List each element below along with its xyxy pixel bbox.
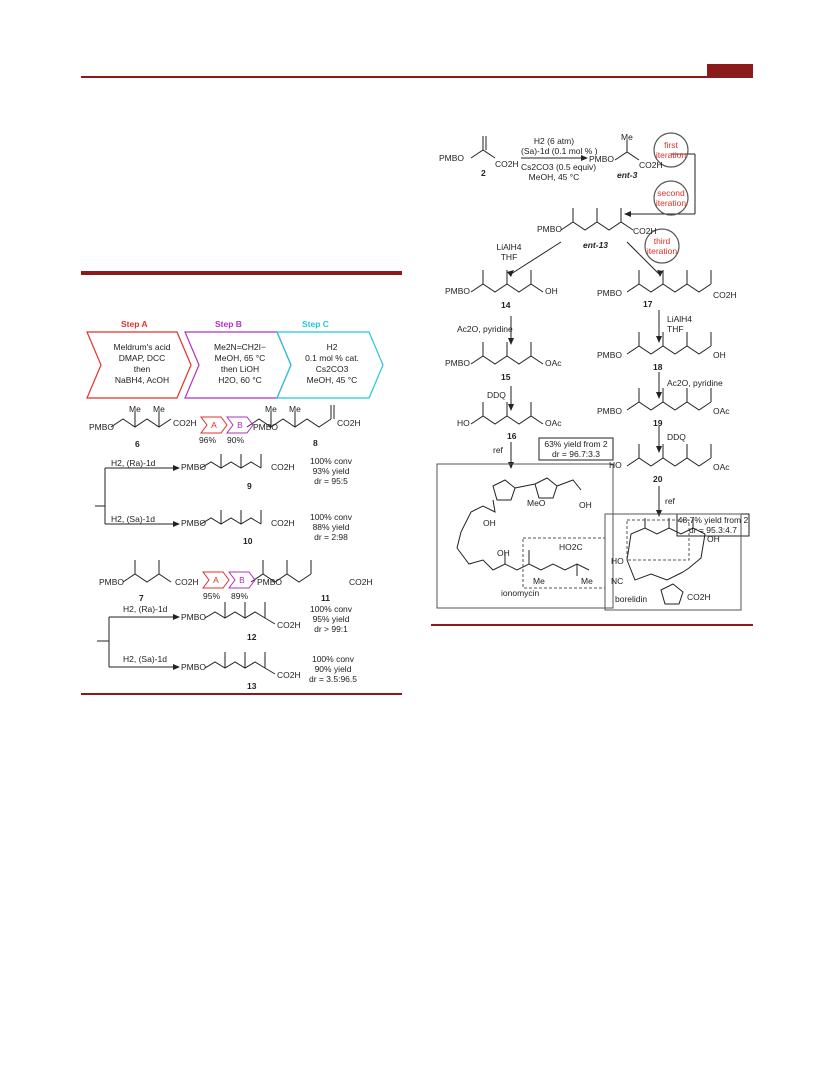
- chevron-b-label: B: [239, 575, 245, 585]
- atom-ho2c: HO2C: [559, 542, 583, 552]
- atom-me: Me: [153, 404, 165, 414]
- atom-oac: OAc: [545, 358, 562, 368]
- compound-11: 11: [321, 593, 330, 603]
- compound-8: 8: [313, 438, 318, 448]
- atom-oh: OH: [707, 534, 720, 544]
- result-9: 100% conv 93% yield dr = 95:5: [309, 456, 353, 486]
- atom-me: Me: [265, 404, 277, 414]
- hydrogenation-reagent: H2, (Ra)-1d: [123, 604, 168, 614]
- atom-pmbo: PMBO: [445, 358, 471, 368]
- right-scheme-graphics: [431, 124, 753, 622]
- compound-16: 16: [507, 431, 517, 441]
- atom-pmbo: PMBO: [597, 288, 623, 298]
- step-b-title: Step B: [215, 319, 242, 329]
- atom-pmbo: PMBO: [99, 577, 125, 587]
- atom-pmbo: PMBO: [439, 153, 465, 163]
- atom-co2h: CO2H: [271, 518, 295, 528]
- atom-oh: OH: [497, 548, 510, 558]
- atom-oh: OH: [713, 350, 726, 360]
- left-yield-box: 63% yield from 2 dr = 96.7:3.3: [544, 439, 608, 459]
- chevron-a-label: A: [213, 575, 219, 585]
- natural-product-ionomycin: ionomycin: [501, 588, 540, 598]
- top-conditions-above: H2 (6 atm) (Sa)-1d (0.1 mol % ): [521, 136, 598, 156]
- compound-10: 10: [243, 536, 253, 546]
- atom-pmbo: PMBO: [257, 577, 283, 587]
- atom-ho: HO: [457, 418, 470, 428]
- atom-me: Me: [533, 576, 545, 586]
- result-13: 100% conv 90% yield dr = 3.5:96.5: [309, 654, 357, 684]
- iteration-second: second iteration: [655, 188, 687, 208]
- top-conditions-below: Cs2CO3 (0.5 equiv) MeOH, 45 °C: [521, 162, 597, 182]
- atom-oh: OH: [579, 500, 592, 510]
- hydrogenation-reagent: H2, (Sa)-1d: [111, 514, 155, 524]
- iteration-third: third iteration: [646, 236, 678, 256]
- atom-oh: OH: [545, 286, 558, 296]
- left-scheme-bottom-rule: [81, 693, 402, 695]
- step-c-conditions: H2 0.1 mol % cat. Cs2CO3 MeOH, 45 °C: [305, 342, 359, 385]
- atom-co2h: CO2H: [337, 418, 361, 428]
- atom-co2h: CO2H: [277, 620, 301, 630]
- left-scheme: [81, 280, 402, 690]
- compound-18: 18: [653, 362, 663, 372]
- right-step2: Ac2O, pyridine: [667, 378, 723, 388]
- atom-co2h: CO2H: [277, 670, 301, 680]
- compound-2: 2: [481, 168, 486, 178]
- compound-ent-3: ent-3: [617, 170, 638, 180]
- chevron-b-label: B: [237, 420, 243, 430]
- result-12: 100% conv 95% yield dr > 99:1: [309, 604, 353, 634]
- left-step1: LiAlH4 THF: [496, 242, 522, 262]
- atom-me: Me: [621, 132, 633, 142]
- step-a-title: Step A: [121, 319, 148, 329]
- compound-7: 7: [139, 593, 144, 603]
- atom-pmbo: PMBO: [537, 224, 563, 234]
- atom-pmbo: PMBO: [253, 422, 279, 432]
- hydrogenation-reagent: H2, (Ra)-1d: [111, 458, 156, 468]
- atom-me: Me: [289, 404, 301, 414]
- right-step3: DDQ: [667, 432, 686, 442]
- right-scheme: [431, 124, 753, 622]
- right-yield-box: 48.7% yield from 2 dr = 95.3:4.7: [677, 515, 749, 535]
- atom-oac: OAc: [713, 406, 730, 416]
- header-rule: [81, 76, 753, 78]
- atom-oac: OAc: [545, 418, 562, 428]
- atom-pmbo: PMBO: [89, 422, 115, 432]
- atom-co2h: CO2H: [173, 418, 197, 428]
- atom-pmbo: PMBO: [181, 612, 207, 622]
- atom-me: Me: [581, 576, 593, 586]
- atom-pmbo: PMBO: [589, 154, 615, 164]
- iteration-first: first iteration: [655, 140, 687, 160]
- left-step3: DDQ: [487, 390, 506, 400]
- compound-15: 15: [501, 372, 511, 382]
- chevron-a-label: A: [211, 420, 217, 430]
- atom-pmbo: PMBO: [597, 350, 623, 360]
- left-ref: ref: [493, 445, 503, 455]
- step-a-conditions: Meldrum's acid DMAP, DCC then NaBH4, AcOH: [113, 342, 171, 385]
- yield-b: 89%: [231, 591, 249, 601]
- atom-oh: OH: [483, 518, 496, 528]
- hydrogenation-reagent: H2, (Sa)-1d: [123, 654, 167, 664]
- compound-17: 17: [643, 299, 653, 309]
- compound-ent-13: ent-13: [583, 240, 609, 250]
- right-ref: ref: [665, 496, 675, 506]
- header-tab: [707, 64, 753, 77]
- atom-co2h: CO2H: [687, 592, 711, 602]
- compound-13: 13: [247, 681, 257, 691]
- atom-co2h: CO2H: [175, 577, 199, 587]
- chain-9-10: [201, 446, 271, 536]
- compound-20: 20: [653, 474, 663, 484]
- atom-pmbo: PMBO: [597, 406, 623, 416]
- atom-co2h: CO2H: [271, 462, 295, 472]
- atom-nc: NC: [611, 576, 624, 586]
- compound-6: 6: [135, 439, 140, 449]
- atom-pmbo: PMBO: [181, 462, 207, 472]
- right-scheme-bottom-rule: [431, 624, 753, 626]
- step-c-title: Step C: [302, 319, 329, 329]
- atom-co2h: CO2H: [495, 159, 519, 169]
- step-b-conditions: Me2N=CH2I− MeOH, 65 °C then LiOH H2O, 60 °C: [214, 342, 266, 385]
- compound-19: 19: [653, 418, 663, 428]
- result-10: 100% conv 88% yield dr = 2:98: [309, 512, 353, 542]
- yield-b: 90%: [227, 435, 245, 445]
- atom-ho: HO: [611, 556, 624, 566]
- left-scheme-top-rule: [81, 271, 402, 275]
- atom-co2h: CO2H: [713, 290, 737, 300]
- atom-pmbo: PMBO: [181, 662, 207, 672]
- atom-meo: MeO: [527, 498, 546, 508]
- yield-a: 96%: [199, 435, 217, 445]
- compound-14: 14: [501, 300, 511, 310]
- chain-12-13: [205, 596, 281, 686]
- atom-co2h: CO2H: [633, 226, 657, 236]
- atom-ho: HO: [609, 460, 622, 470]
- atom-pmbo: PMBO: [445, 286, 471, 296]
- atom-me: Me: [129, 404, 141, 414]
- compound-12: 12: [247, 632, 257, 642]
- atom-co2h: CO2H: [639, 160, 663, 170]
- atom-oac: OAc: [713, 462, 730, 472]
- natural-product-borelidin: borelidin: [615, 594, 648, 604]
- atom-co2h: CO2H: [349, 577, 373, 587]
- yield-a: 95%: [203, 591, 221, 601]
- right-step1: LiAlH4 THF: [667, 314, 693, 334]
- atom-pmbo: PMBO: [181, 518, 207, 528]
- left-step2: Ac2O, pyridine: [457, 324, 513, 334]
- compound-9: 9: [247, 481, 252, 491]
